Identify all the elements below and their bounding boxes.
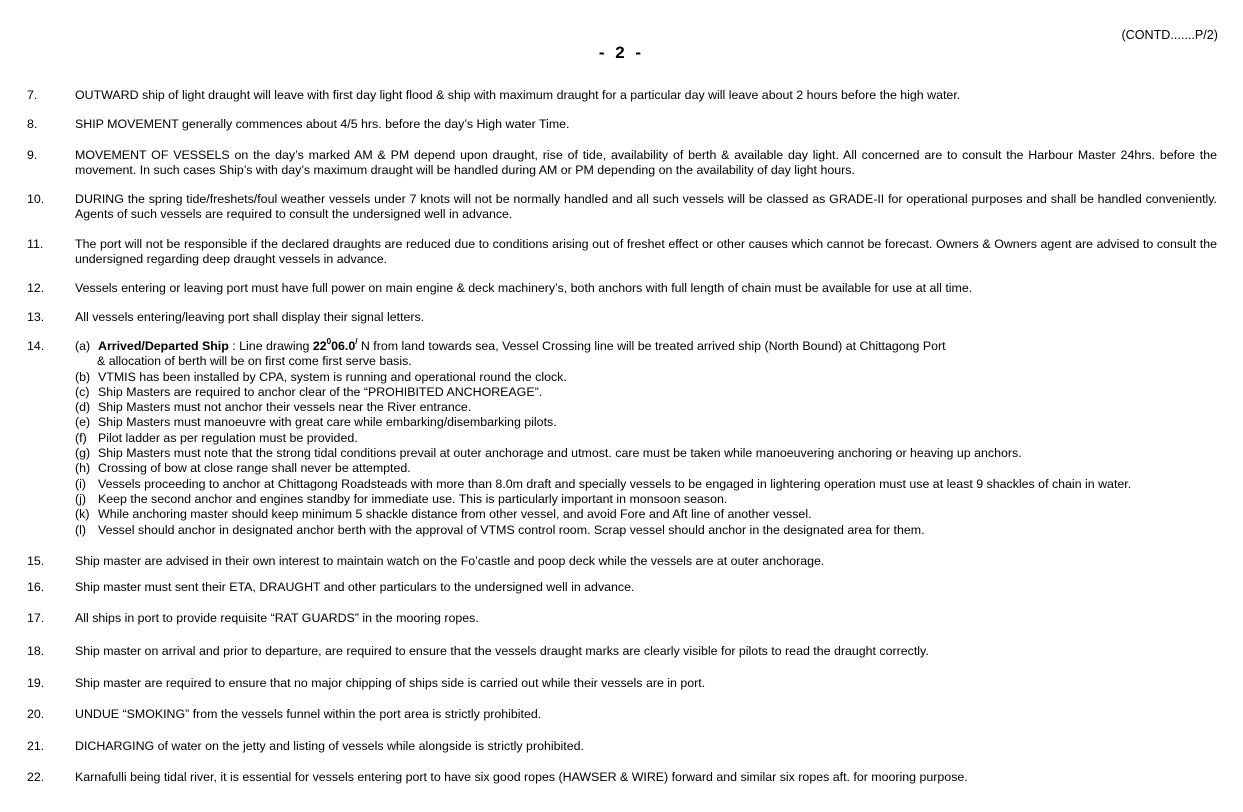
- sub-text: While anchoring master should keep minimum 5 shackle distance from other vessel, and avoid Fore and Aft line of another vessel.: [98, 507, 812, 522]
- item-text: Ship master on arrival and prior to departure, are required to ensure that the vessels draught marks are clearly visible for pilots to read the draught correctly.: [75, 644, 929, 658]
- sub-item: [75, 370, 1225, 385]
- item-text: UNDUE “SMOKING” from the vessels funnel within the port area is strictly prohibited.: [75, 707, 542, 721]
- sub-item: [75, 431, 1225, 446]
- item-number: 18.: [27, 644, 45, 658]
- sub-label: (j): [75, 491, 87, 506]
- sub-item: [75, 461, 1225, 476]
- sub-text: VTMIS has been installed by CPA, system is running and operational round the clock.: [98, 369, 567, 384]
- sub-item: [75, 477, 1225, 492]
- sub-label: (l): [75, 522, 87, 537]
- sub-label: (d): [75, 400, 91, 415]
- sub-item: [75, 492, 1225, 507]
- item-text: MOVEMENT OF VESSELS on the day’s marked AM & PM depend upon draught, rise of tide, availability of berth & available day light. All concerned are to consult the Harbour Master 24hrs. before the movement. In such cases Ship’s with day’s maximum draught will be handled during AM or PM depending on the availability of day light hours.: [75, 148, 1217, 177]
- item-text: Ship master are required to ensure that no major chipping of ships side is carried out while their vessels are in port.: [75, 676, 706, 690]
- latitude-degrees: 22: [312, 339, 327, 353]
- sub-item: [75, 523, 1225, 538]
- latitude-minutes: 06.0: [331, 339, 356, 353]
- item-number: 21.: [27, 739, 45, 753]
- sub-text: Pilot ladder as per regulation must be provided.: [98, 430, 358, 445]
- sub-item: [75, 415, 1225, 430]
- latitude: [313, 339, 358, 353]
- item-text: All vessels entering/leaving port shall display their signal letters.: [75, 310, 425, 324]
- sub-text: Ship Masters are required to anchor clear of the “PROHIBITED ANCHOREAGE”.: [98, 384, 543, 399]
- sub-text: Keep the second anchor and engines standby for immediate use. This is particularly important in monsoon season.: [98, 491, 728, 506]
- item-number: 9.: [27, 148, 38, 162]
- item-text: OUTWARD ship of light draught will leave with first day light flood & ship with maximum draught for a particular day will leave about 2 hours before the high water.: [75, 88, 961, 102]
- sub-label: (c): [75, 384, 90, 399]
- sub-text: Vessel should anchor in designated anchor berth with the approval of VTMS control room. Scrap vessel should anchor in the designated area for them.: [98, 522, 925, 537]
- item-number: 16.: [27, 580, 45, 594]
- sub-item-a: [75, 339, 1225, 354]
- sub-text: Ship Masters must not anchor their vessels near the River entrance.: [98, 400, 472, 415]
- item-number: 22.: [27, 770, 45, 784]
- sub-item: [75, 446, 1225, 461]
- item-number: 14.: [27, 339, 45, 353]
- item-number: 7.: [27, 88, 38, 102]
- item-text: SHIP MOVEMENT generally commences about 4/5 hrs. before the day’s High water Time.: [75, 117, 570, 131]
- sub-item-a-continuation: & allocation of berth will be on first come first serve basis.: [97, 354, 412, 369]
- item-text: Karnafulli being tidal river, it is essential for vessels entering port to have six good ropes (HAWSER & WIRE) forward and similar six ropes aft. for mooring purpose.: [75, 770, 968, 784]
- page-number: - 2 -: [598, 43, 645, 62]
- sub-label: (g): [75, 446, 91, 461]
- sub-label: (b): [75, 369, 91, 384]
- sub-text: Ship Masters must note that the strong tidal conditions prevail at outer anchorage and utmost. care must be taken while manoeuvering anchoring or heaving up anchors.: [98, 446, 1022, 461]
- sub-list: [75, 339, 1225, 538]
- item-number: 15.: [27, 554, 45, 568]
- minute-mark: /: [355, 337, 358, 346]
- item-number: 8.: [27, 117, 38, 131]
- sub-item: [75, 507, 1225, 522]
- item-text: Ship master are advised in their own interest to maintain watch on the Fo’castle and poop deck while the vessels are at outer anchorage.: [75, 554, 825, 568]
- sub-text: Crossing of bow at close range shall never be attempted.: [98, 461, 411, 476]
- item-number: 10.: [27, 192, 45, 206]
- item-text: The port will not be responsible if the declared draughts are reduced due to conditions arising out of freshet effect or other causes which cannot be forecast. Owners & Owners agent are advised to consult the undersigned regarding deep draught vessels in advance.: [75, 237, 1217, 266]
- item-number: 12.: [27, 281, 45, 295]
- item-number: 11.: [27, 237, 44, 251]
- arrived-departed-heading: Arrived/Departed Ship: [98, 339, 229, 353]
- sub-text: Vessels proceeding to anchor at Chittagong Roadsteads with more than 8.0m draft and specially vessels to be engaged in lightering operation must use at least 9 shackles of chain in water.: [98, 476, 1132, 491]
- sub-text: N from land towards sea, Vessel Crossing line will be treated arrived ship (North Bound) at Chittagong Port: [357, 339, 946, 353]
- item-text: All ships in port to provide requisite “RAT GUARDS” in the mooring ropes.: [75, 611, 479, 625]
- sub-item: [75, 385, 1225, 400]
- item-text: Ship master must sent their ETA, DRAUGHT and other particulars to the undersigned well in advance.: [75, 580, 635, 594]
- sub-item: [75, 400, 1225, 415]
- sub-label: (e): [75, 415, 91, 430]
- degree-mark: 0: [326, 337, 332, 346]
- item-number: 17.: [27, 611, 45, 625]
- item-text: DURING the spring tide/freshets/foul weather vessels under 7 knots will not be normally handled and all such vessels will be classed as GRADE-II for operational purposes and shall be handled conveniently. Agents of such vessels are required to consult the undersigned well in advance.: [75, 192, 1217, 221]
- sub-label: (i): [75, 476, 87, 491]
- sub-label: (k): [75, 507, 90, 522]
- sub-label: (h): [75, 461, 91, 476]
- item-number: 19.: [27, 676, 45, 690]
- continued-marker: (CONTD.......P/2): [1121, 28, 1218, 42]
- item-number: 13.: [27, 310, 45, 324]
- item-text: DICHARGING of water on the jetty and listing of vessels while alongside is strictly prohibited.: [75, 739, 584, 753]
- item-text: Vessels entering or leaving port must have full power on main engine & deck machinery’s, both anchors with full length of chain must be available for use at all time.: [75, 281, 973, 295]
- sub-text: Ship Masters must manoeuvre with great care while embarking/disembarking pilots.: [98, 415, 557, 430]
- sub-label: (a): [75, 339, 91, 353]
- item-number: 20.: [27, 707, 45, 721]
- sub-label: (f): [75, 430, 87, 445]
- sub-text: : Line drawing: [228, 339, 313, 353]
